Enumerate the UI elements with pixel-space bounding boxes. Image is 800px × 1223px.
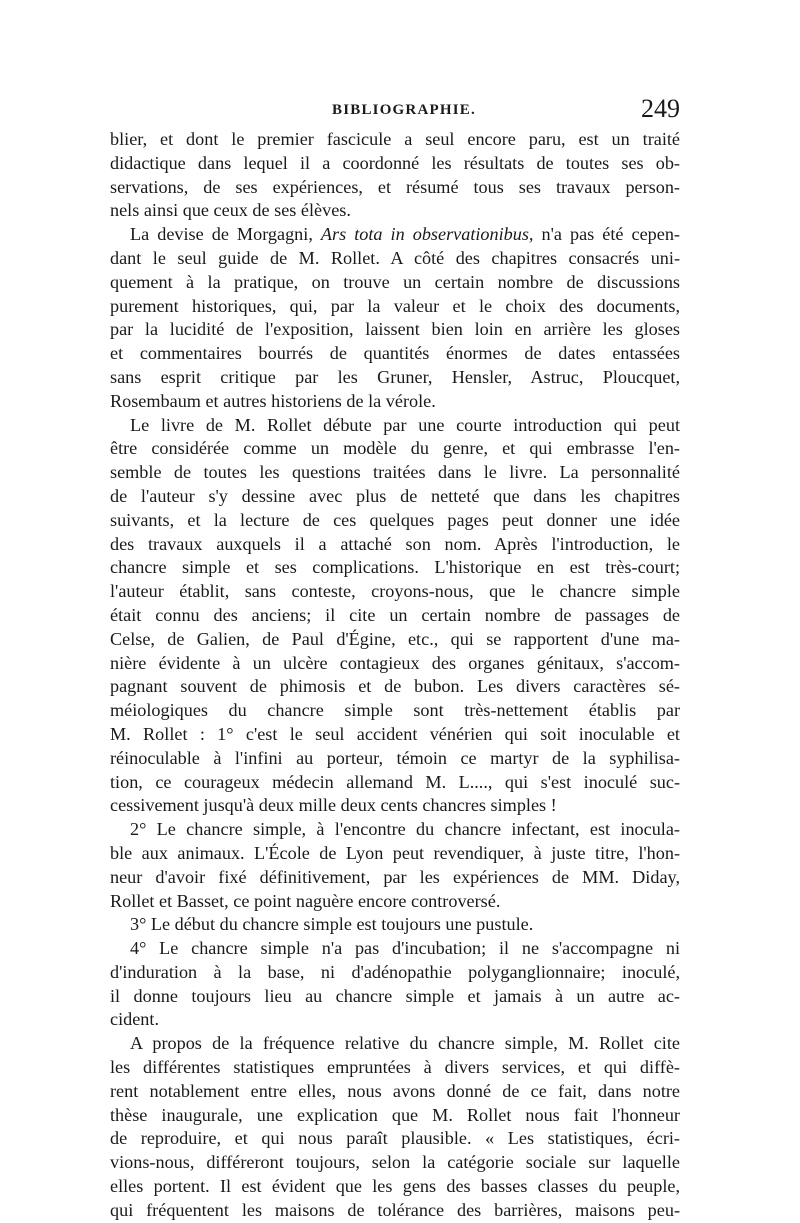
- text-line: blier, et dont le premier fascicule a seul encore paru, est un traité: [110, 129, 680, 149]
- running-head: [110, 94, 680, 130]
- text-line: réinoculable à l'infini au porteur, témoin ce martyr de la syphilisa-: [110, 747, 680, 768]
- text-line: M. Rollet : 1° c'est le seul accident vénérien qui soit inoculable et: [110, 723, 680, 744]
- text-line: suivants, et la lecture de ces quelques pages peut donner une idée: [110, 509, 680, 530]
- page-number: 249: [641, 94, 680, 123]
- text-line: thèse inaugurale, une explication que M. Rollet nous fait l'honneur: [110, 1104, 680, 1125]
- text-line: ble aux animaux. L'École de Lyon peut revendiquer, à juste titre, l'hon-: [110, 842, 680, 863]
- text-line: sans esprit critique par les Gruner, Hensler, Astruc, Ploucquet,: [110, 366, 680, 387]
- text-segment: n'a pas été cepen-: [541, 224, 680, 245]
- text-line: neur d'avoir fixé définitivement, par les expériences de MM. Diday,: [110, 866, 680, 887]
- text-line: être considérée comme un modèle du genre, et qui embrasse l'en-: [110, 438, 680, 459]
- text-line: l'auteur établit, sans conteste, croyons-nous, que le chancre simple: [110, 581, 680, 602]
- text-line: était connu des anciens; il cite un certain nombre de passages de: [110, 604, 680, 625]
- text-line: didactique dans lequel il a coordonné les résultats de toutes ses ob-: [110, 152, 680, 173]
- text-line: par la lucidité de l'exposition, laissent bien loin en arrière les gloses: [110, 319, 680, 340]
- text-line: nière évidente à un ulcère contagieux des organes génitaux, s'accom-: [110, 652, 680, 673]
- text-line: 3° Le début du chancre simple est toujours une pustule.: [130, 914, 534, 935]
- text-line: semble de toutes les questions traitées dans le livre. La personnalité: [110, 462, 680, 483]
- text-line: et commentaires bourrés de quantités énormes de dates entassées: [110, 343, 680, 364]
- text-line: cessivement jusqu'à deux mille deux cents chancres simples !: [110, 795, 557, 816]
- text-line: tion, ce courageux médecin allemand M. L...., qui s'est inoculé suc-: [110, 771, 680, 792]
- text-segment: La devise de Morgagni,: [130, 224, 313, 245]
- text-line: Rosembaum et autres historiens de la vérole.: [110, 390, 436, 411]
- text-line: chancre simple et ses complications. L'historique en est très-court;: [110, 557, 680, 578]
- text-line: nels ainsi que ceux de ses élèves.: [110, 200, 351, 221]
- running-title: BIBLIOGRAPHIE.: [332, 102, 476, 118]
- text-line: des travaux auxquels il a attaché son nom. Après l'introduction, le: [110, 533, 680, 554]
- text-line: elles portent. Il est évident que les gens des basses classes du peuple,: [110, 1176, 680, 1197]
- text-line: méiologiques du chancre simple sont très-nettement établis par: [110, 700, 680, 721]
- text-line: les différentes statistiques empruntées à divers services, et qui diffè-: [110, 1057, 680, 1078]
- text-line: [110, 223, 680, 247]
- text-line: de l'auteur s'y dessine avec plus de netteté que dans les chapitres: [110, 485, 680, 506]
- text-line: quement à la pratique, on trouve un certain nombre de discussions: [110, 271, 680, 292]
- text-line: pagnant souvent de phimosis et de bubon. Les divers caractères sé-: [110, 676, 680, 697]
- text-line: vions-nous, différeront toujours, selon la catégorie sociale sur laquelle: [110, 1152, 680, 1173]
- text-line: rent notablement entre elles, nous avons donné de ce fait, dans notre: [110, 1080, 680, 1101]
- body-text: [110, 128, 680, 1223]
- text-line: 4° Le chancre simple n'a pas d'incubation; il ne s'accompagne ni: [130, 938, 680, 959]
- text-line: cident.: [110, 1009, 159, 1030]
- text-line: il donne toujours lieu au chancre simple et jamais à un autre ac-: [110, 985, 680, 1006]
- text-line: dant le seul guide de M. Rollet. A côté des chapitres consacrés uni-: [110, 247, 680, 268]
- text-line: Le livre de M. Rollet débute par une courte introduction qui peut: [130, 414, 680, 435]
- text-line: qui fréquentent les maisons de tolérance des barrières, maisons peu-: [110, 1199, 680, 1220]
- text-line: de reproduire, et qui nous paraît plausible. « Les statistiques, écri-: [110, 1128, 680, 1149]
- text-line: A propos de la fréquence relative du chancre simple, M. Rollet cite: [130, 1033, 680, 1054]
- text-line: purement historiques, qui, par la valeur et le choix des documents,: [110, 295, 680, 316]
- text-line: Rollet et Basset, ce point naguère encore controversé.: [110, 890, 501, 911]
- text-line: servations, de ses expériences, et résumé tous ses travaux person-: [110, 176, 680, 197]
- text-line: Celse, de Galien, de Paul d'Égine, etc., qui se rapportent d'une ma-: [110, 628, 680, 649]
- text-line: 2° Le chancre simple, à l'encontre du chancre infectant, est inocula-: [130, 819, 680, 840]
- text-line: d'induration à la base, ni d'adénopathie polyganglionnaire; inoculé,: [110, 961, 680, 982]
- latin-motto: Ars tota in observationibus,: [320, 224, 534, 245]
